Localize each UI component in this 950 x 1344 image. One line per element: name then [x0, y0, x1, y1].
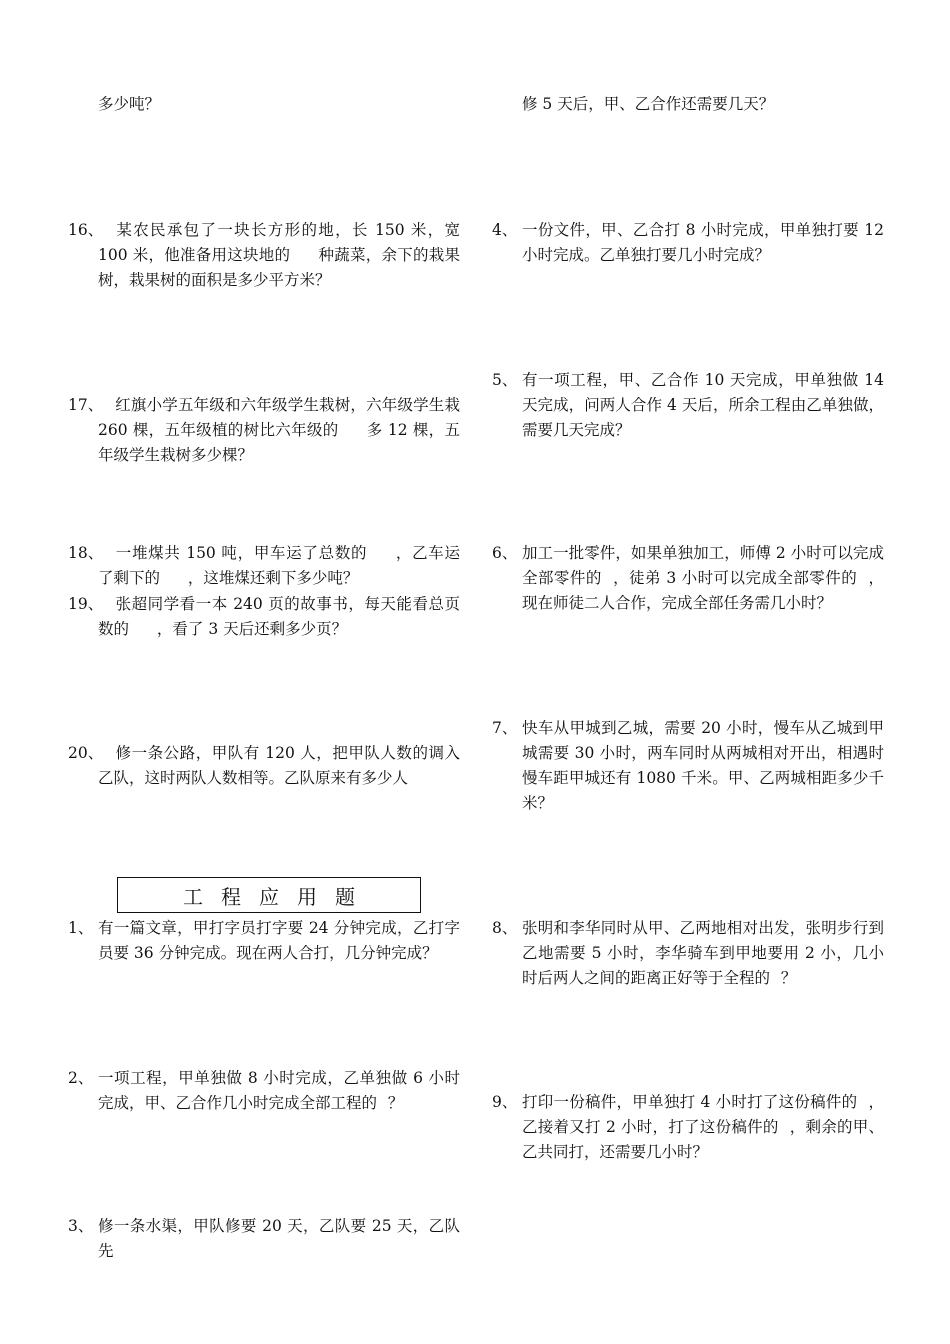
q17-number: 17、: [68, 396, 104, 414]
q18-part2: ，乙车运了剩下的: [98, 544, 460, 587]
p4-text: 一份文件，甲、乙合打 8 小时完成，甲单独打要 12 小时完成。乙单独打要几小时完成？: [522, 221, 884, 264]
p8-number: 8、: [492, 919, 518, 937]
q15-tail: [68, 92, 460, 117]
p8-part2: ？: [780, 969, 797, 987]
q16-text: [98, 218, 460, 293]
p3-text: 修一条水渠，甲队修要 20 天，乙队要 25 天，乙队先: [98, 1217, 460, 1260]
question-16: [68, 218, 460, 293]
q19-text: [98, 592, 460, 642]
q19-part1: 张超同学看一本 240 页的故事书，每天能看总页数的: [98, 595, 460, 638]
project-question-1: [68, 916, 460, 966]
p6-text: [522, 541, 884, 616]
p7-number: 7、: [492, 719, 518, 737]
question-20: [68, 741, 460, 791]
project-question-6: [492, 541, 884, 616]
p8-part1: 张明和李华同时从甲、乙两地相对出发，张明步行到乙地需要 5 小时，李华骑车到甲地要用 2 小，几小时后两人之间的距离正好等于全程的: [522, 919, 884, 987]
project-question-3: [68, 1214, 460, 1264]
project-question-5: [492, 368, 884, 443]
section-title-box: [117, 877, 421, 913]
p6-part2: ，徒弟 3 小时可以完成全部零件的: [612, 569, 858, 587]
q17-part2: 多 12 棵，五年级学生栽树多少棵？: [98, 421, 461, 464]
p2-number: 2、: [68, 1069, 94, 1087]
project-question-2: [68, 1066, 460, 1116]
p9-number: 9、: [492, 1093, 518, 1111]
q18-part1: 一堆煤共 150 吨，甲车运了总数的: [115, 544, 368, 562]
p2-text: [98, 1066, 460, 1116]
p9-part2: ，乙接着又打 2 小时，打了这份稿件的: [522, 1093, 884, 1136]
q16-number: 16、: [68, 221, 104, 239]
q17-part1: 红旗小学五年级和六年级学生栽树，六年级学生栽 260 棵，五年级植的树比六年级的: [98, 396, 460, 439]
p3-tail: [492, 92, 884, 117]
question-18: [68, 541, 460, 591]
p7-text: 快车从甲城到乙城，需要 20 小时，慢车从乙城到甲城需要 30 小时，两车同时从两城相对开出，相遇时慢车距甲城还有 1080 千米。甲、乙两城相距多少千米？: [522, 719, 884, 812]
p2-part2: ？: [387, 1094, 404, 1112]
q16-part2: 种蔬菜，余下的栽果树，栽果树的面积是多少平方米？: [98, 246, 460, 289]
project-question-9: [492, 1090, 884, 1165]
p1-text: 有一篇文章，甲打字员打字要 24 分钟完成，乙打字员要 36 分钟完成。现在两人合打，几分钟完成？: [98, 919, 460, 962]
q17-text: [98, 393, 460, 468]
p4-number: 4、: [492, 221, 518, 239]
p2-part1: 一项工程，甲单独做 8 小时完成，乙单独做 6 小时完成，甲、乙合作几小时完成全部工程的: [98, 1069, 460, 1112]
q19-part2: ，看了 3 天后还剩多少页？: [156, 620, 348, 638]
p6-part1: 加工一批零件，如果单独加工，师傅 2 小时可以完成全部零件的: [522, 544, 884, 587]
p8-text: [522, 916, 884, 991]
p1-number: 1、: [68, 919, 94, 937]
q18-number: 18、: [68, 544, 104, 562]
q20-number: 20、: [68, 744, 104, 762]
question-17: [68, 393, 460, 468]
p9-part1: 打印一份稿件，甲单独打 4 小时打了这份稿件的: [522, 1093, 858, 1111]
p5-number: 5、: [492, 371, 518, 389]
question-19: [68, 592, 460, 642]
section-title: 工程应用题: [183, 884, 373, 909]
q20-body: 修一条公路，甲队有 120 人，把甲队人数的调入乙队，这时两队人数相等。乙队原来有多少人: [98, 744, 460, 787]
q15-tail-text: 多少吨？: [98, 95, 161, 113]
project-question-8: [492, 916, 884, 991]
p6-part3: ，现在师徒二人合作，完成全部任务需几小时？: [522, 569, 884, 612]
q18-part3: ，这堆煤还剩下多少吨？: [187, 569, 359, 587]
q16-part1: 某农民承包了一块长方形的地，长 150 米，宽 100 米，他准备用这块地的: [98, 221, 460, 264]
p3-number: 3、: [68, 1217, 94, 1235]
q20-text: [98, 741, 460, 791]
p6-number: 6、: [492, 544, 518, 562]
p5-text: 有一项工程，甲、乙合作 10 天完成，甲单独做 14 天完成，问两人合作 4 天后，所余工程由乙单独做，需要几天完成？: [522, 371, 884, 439]
project-question-7: [492, 716, 884, 816]
project-question-4: [492, 218, 884, 268]
p9-part3: ，剩余的甲、乙共同打，还需要几小时？: [522, 1118, 884, 1161]
q18-text: [98, 541, 460, 591]
q19-number: 19、: [68, 595, 104, 613]
p9-text: [522, 1090, 884, 1165]
p3-tail-text: 修 5 天后，甲、乙合作还需要几天？: [522, 95, 775, 113]
